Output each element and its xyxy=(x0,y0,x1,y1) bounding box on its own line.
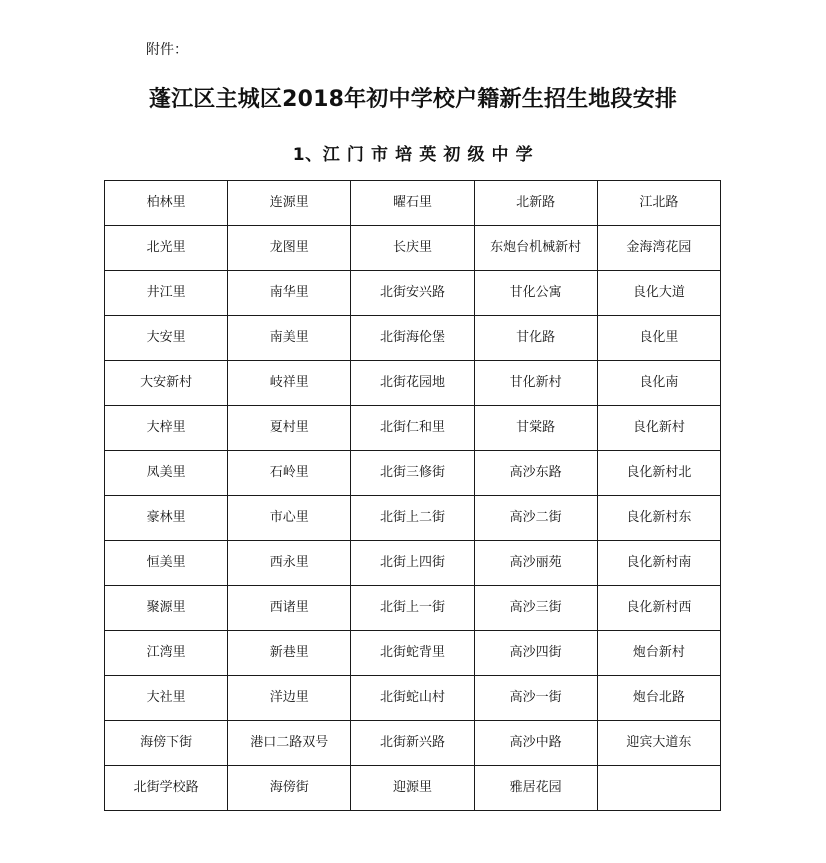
page-title: 蓬江区主城区2018年初中学校户籍新生招生地段安排 xyxy=(148,87,678,112)
table-cell: 大安里 xyxy=(105,316,228,361)
table-cell: 江北路 xyxy=(597,181,720,226)
table-cell: 北街上四街 xyxy=(351,541,474,586)
table-cell: 北街蛇背里 xyxy=(351,631,474,676)
table-cell: 迎宾大道东 xyxy=(597,721,720,766)
table-cell: 良化新村 xyxy=(597,406,720,451)
table-cell: 恒美里 xyxy=(105,541,228,586)
table-cell: 龙图里 xyxy=(228,226,351,271)
table-cell: 北新路 xyxy=(474,181,597,226)
table-row xyxy=(105,226,721,271)
table-cell: 市心里 xyxy=(228,496,351,541)
table-cell: 高沙四街 xyxy=(474,631,597,676)
table-cell: 北街仁和里 xyxy=(351,406,474,451)
table-cell: 柏林里 xyxy=(105,181,228,226)
table-cell: 东炮台机械新村 xyxy=(474,226,597,271)
table-cell: 西诸里 xyxy=(228,586,351,631)
table-cell: 良化新村西 xyxy=(597,586,720,631)
table-cell: 港口二路双号 xyxy=(228,721,351,766)
table-cell: 甘化新村 xyxy=(474,361,597,406)
table-cell: 北街蛇山村 xyxy=(351,676,474,721)
district-table-container xyxy=(104,180,721,803)
table-cell: 北街学校路 xyxy=(105,766,228,811)
table-cell: 高沙中路 xyxy=(474,721,597,766)
table-cell: 大梓里 xyxy=(105,406,228,451)
table-cell: 聚源里 xyxy=(105,586,228,631)
table-cell: 北街三修街 xyxy=(351,451,474,496)
table-cell: 长庆里 xyxy=(351,226,474,271)
table-cell: 岐祥里 xyxy=(228,361,351,406)
table-cell: 大社里 xyxy=(105,676,228,721)
table-cell: 高沙一街 xyxy=(474,676,597,721)
table-cell: 金海湾花园 xyxy=(597,226,720,271)
table-cell: 良化新村东 xyxy=(597,496,720,541)
table-cell: 北街花园地 xyxy=(351,361,474,406)
table-cell: 凤美里 xyxy=(105,451,228,496)
table-cell: 夏村里 xyxy=(228,406,351,451)
table-cell: 北街新兴路 xyxy=(351,721,474,766)
district-table xyxy=(104,180,721,811)
table-cell: 高沙二街 xyxy=(474,496,597,541)
table-cell: 良化大道 xyxy=(597,271,720,316)
table-cell: 井江里 xyxy=(105,271,228,316)
table-row xyxy=(105,676,721,721)
table-cell: 北街安兴路 xyxy=(351,271,474,316)
table-cell: 高沙三街 xyxy=(474,586,597,631)
table-cell: 曜石里 xyxy=(351,181,474,226)
table-cell: 南华里 xyxy=(228,271,351,316)
table-cell: 西永里 xyxy=(228,541,351,586)
table-cell: 洋边里 xyxy=(228,676,351,721)
attachment-label: 附件： xyxy=(146,42,188,58)
table-row xyxy=(105,721,721,766)
table-cell: 北光里 xyxy=(105,226,228,271)
table-row xyxy=(105,451,721,496)
table-cell: 良化南 xyxy=(597,361,720,406)
table-cell: 南美里 xyxy=(228,316,351,361)
table-row xyxy=(105,271,721,316)
table-cell: 良化新村北 xyxy=(597,451,720,496)
table-cell: 炮台北路 xyxy=(597,676,720,721)
table-row xyxy=(105,766,721,811)
table-cell: 北街上二街 xyxy=(351,496,474,541)
table-cell: 连源里 xyxy=(228,181,351,226)
table-cell: 良化里 xyxy=(597,316,720,361)
table-cell: 北街海伦堡 xyxy=(351,316,474,361)
table-row xyxy=(105,586,721,631)
table-cell: 甘化路 xyxy=(474,316,597,361)
table-row xyxy=(105,631,721,676)
table-row xyxy=(105,496,721,541)
table-row xyxy=(105,406,721,451)
table-cell: 甘棠路 xyxy=(474,406,597,451)
table-cell: 石岭里 xyxy=(228,451,351,496)
table-row xyxy=(105,541,721,586)
table-cell: 雅居花园 xyxy=(474,766,597,811)
table-cell: 北街上一街 xyxy=(351,586,474,631)
table-cell: 炮台新村 xyxy=(597,631,720,676)
table-row xyxy=(105,361,721,406)
table-cell: 甘化公寓 xyxy=(474,271,597,316)
table-cell: 海傍街 xyxy=(228,766,351,811)
table-cell: 新巷里 xyxy=(228,631,351,676)
section-title: 1、江 门 市 培 英 初 级 中 学 xyxy=(292,145,534,165)
table-cell: 大安新村 xyxy=(105,361,228,406)
table-cell: 江湾里 xyxy=(105,631,228,676)
table-cell: 海傍下街 xyxy=(105,721,228,766)
district-table-body xyxy=(105,181,721,811)
table-row xyxy=(105,181,721,226)
table-cell: 良化新村南 xyxy=(597,541,720,586)
table-cell xyxy=(597,766,720,811)
table-cell: 高沙丽苑 xyxy=(474,541,597,586)
table-row xyxy=(105,316,721,361)
table-cell: 豪林里 xyxy=(105,496,228,541)
table-cell: 迎源里 xyxy=(351,766,474,811)
table-cell: 高沙东路 xyxy=(474,451,597,496)
